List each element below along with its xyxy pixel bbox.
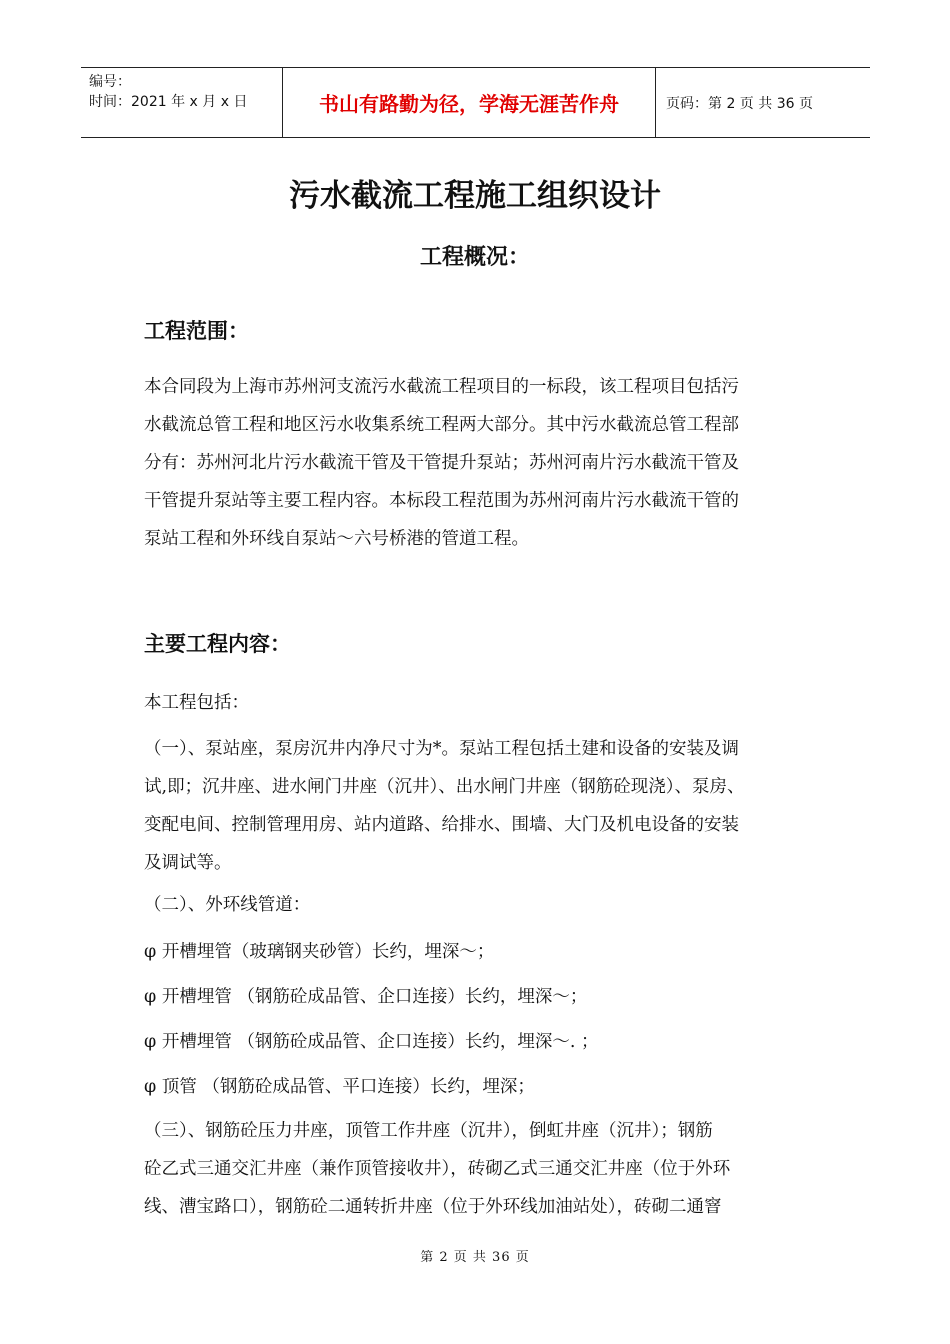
pipe-item: φ 开槽埋管 （钢筋砼成品管、企口连接）长约，埋深～. ； xyxy=(144,1032,599,1052)
paragraph-line: 干管提升泵站等主要工程内容。本标段工程范围为苏州河南片污水截流干管的 xyxy=(144,491,739,511)
document-title: 污水截流工程施工组织设计 xyxy=(289,178,661,214)
document-number-label: 编号： xyxy=(89,74,131,90)
header-page-info: 页码：第 2 页 共 36 页 xyxy=(666,95,813,112)
header-motto: 书山有路勤为径，学海无涯苦作舟 xyxy=(282,68,656,137)
paragraph-line: 及调试等。 xyxy=(144,853,232,873)
paragraph-line: 砼乙式三通交汇井座（兼作顶管接收井），砖砌乙式三通交汇井座（位于外环 xyxy=(144,1159,731,1179)
paragraph-line: 线、漕宝路口），钢筋砼二通转折井座（位于外环线加油站处），砖砌二通窨 xyxy=(144,1197,722,1217)
document-subtitle: 工程概况： xyxy=(419,245,530,270)
item-three-paragraph xyxy=(144,1112,824,1226)
item-two-heading xyxy=(144,886,824,924)
paragraph-line: 本合同段为上海市苏州河支流污水截流工程项目的一标段，该工程项目包括污 xyxy=(144,377,739,397)
section-heading-scope: 工程范围： xyxy=(144,319,249,343)
paragraph-line: 水截流总管工程和地区污水收集系统工程两大部分。其中污水截流总管工程部 xyxy=(144,415,739,435)
paragraph-line: （一）、泵站座，泵房沉井内净尺寸为*。泵站工程包括土建和设备的安装及调 xyxy=(144,739,739,759)
paragraph-line: 本工程包括： xyxy=(144,693,249,713)
paragraph-line: （三）、钢筋砼压力井座，顶管工作井座（沉井），倒虹井座（沉井）；钢筋 xyxy=(144,1121,713,1141)
pipe-list xyxy=(144,930,824,1110)
document-date: 时间：2021 年 x 月 x 日 xyxy=(89,94,248,110)
scope-paragraph xyxy=(144,368,824,558)
item-one-paragraph xyxy=(144,730,824,882)
intro-paragraph xyxy=(144,684,824,722)
pipe-item: φ 开槽埋管 （钢筋砼成品管、企口连接）长约，埋深～； xyxy=(144,987,588,1007)
paragraph-line: 试,即；沉井座、进水闸门井座（沉井）、出水闸门井座（钢筋砼现浇）、泵房、 xyxy=(144,777,745,797)
section-heading-main-content: 主要工程内容： xyxy=(144,632,291,656)
page-header xyxy=(81,67,870,138)
page-footer: 第 2 页 共 36 页 xyxy=(420,1250,530,1265)
header-left-cell xyxy=(81,68,282,137)
pipe-item: φ 开槽埋管（玻璃钢夹砂管）长约，埋深～； xyxy=(144,942,495,962)
pipe-item: φ 顶管 （钢筋砼成品管、平口连接）长约，埋深； xyxy=(144,1077,535,1097)
paragraph-line: 泵站工程和外环线自泵站～六号桥港的管道工程。 xyxy=(144,529,529,549)
paragraph-line: 变配电间、控制管理用房、站内道路、给排水、围墙、大门及机电设备的安装 xyxy=(144,815,739,835)
paragraph-line: 分有：苏州河北片污水截流干管及干管提升泵站；苏州河南片污水截流干管及 xyxy=(144,453,739,473)
paragraph-line: （二）、外环线管道： xyxy=(144,895,311,915)
